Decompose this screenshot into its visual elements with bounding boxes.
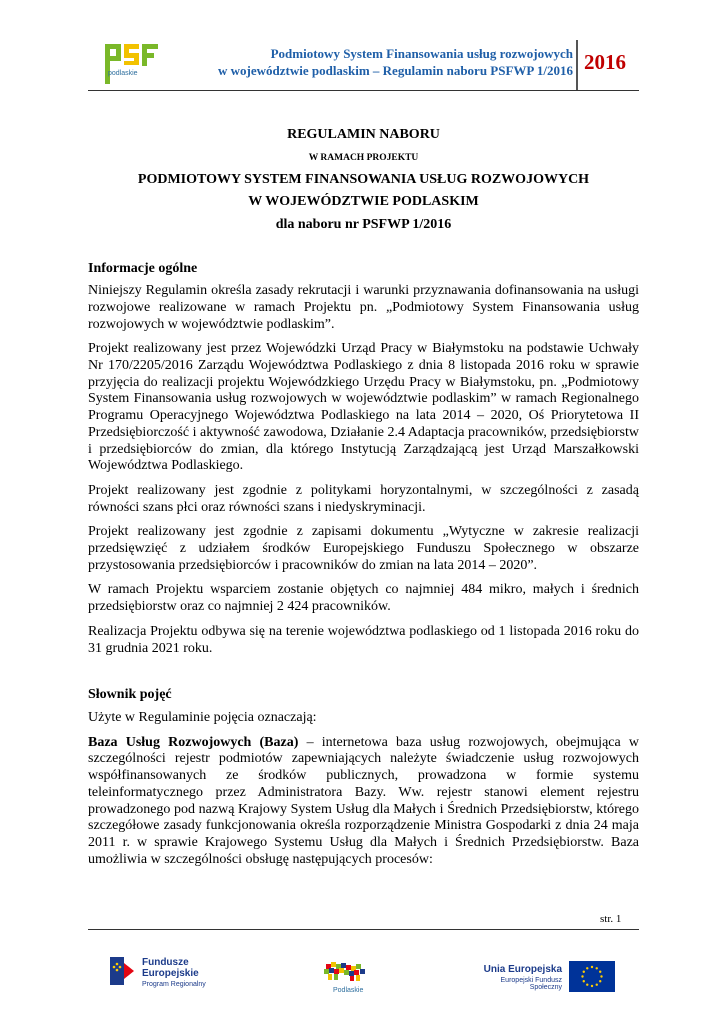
fe-line-3: Program Regionalny bbox=[142, 981, 206, 988]
paragraph: Projekt realizowany jest zgodnie z politykami horyzontalnymi, w szczególności z zasadą równości szans płci oraz równości szans i niedyskryminacji. bbox=[88, 482, 639, 515]
header-divider bbox=[576, 40, 578, 90]
page-number: str. 1 bbox=[600, 913, 622, 925]
eu-star-icon bbox=[596, 967, 598, 969]
document-title bbox=[88, 127, 639, 234]
paragraph: W ramach Projektu wsparciem zostanie objętych co najmniej 484 mikro, małych i średnich przedsiębiorstw oraz co najmniej 2 424 pracowników. bbox=[88, 582, 639, 615]
podlaskie-bison-logo bbox=[320, 960, 370, 988]
eu-star-icon bbox=[591, 985, 593, 987]
eu-star-icon bbox=[583, 971, 585, 973]
eu-star-icon bbox=[586, 984, 588, 986]
eu-star-icon bbox=[581, 975, 583, 977]
paragraph: Projekt realizowany jest przez Wojewódzki Urząd Pracy w Białymstoku na podstawie Uchwały Nr 170/2205/2016 Zarządu Województwa Podlaskiego z dnia 8 listopada 2016 roku w sprawie przyjęcia do realizacji projektu Wojewódzkiego Urzędu Pracy w Białymstoku, pn. „Podmiotowy System Finansowania usług rozwojowych w województwie podlaskim” w ramach Regionalnego Programu Operacyjnego Województwa Podlaskiego na lata 2014 – 2020, Oś Priorytetowa II Przedsiębiorczość i aktywność zawodowa, Działanie 2.4 Adaptacja pracowników, przedsiębiorstw i przedsiębiorców do zmian, dla którego Instytucją Zarządzającą jest Urząd Marszałkowski Województwa Podlaskiego. bbox=[88, 341, 639, 474]
eu-star-icon bbox=[596, 984, 598, 986]
header-rule bbox=[88, 90, 639, 91]
eu-star-icon bbox=[599, 971, 601, 973]
section-general-info bbox=[88, 261, 639, 658]
glossary-term: Baza Usług Rozwojowych (Baza) bbox=[88, 734, 299, 750]
eu-star-icon bbox=[600, 975, 602, 977]
fe-line-1: Fundusze bbox=[142, 957, 189, 968]
section-glossary bbox=[88, 687, 639, 868]
paragraph: Użyte w Regulaminie pojęcia oznaczają: bbox=[88, 709, 317, 725]
eu-star-icon bbox=[591, 966, 593, 968]
header-line-1: Podmiotowy System Finansowania usług rozwojowych bbox=[270, 46, 573, 61]
section-heading: Słownik pojęć bbox=[88, 687, 172, 703]
eu-line-2: Europejski Fundusz Społeczny bbox=[500, 977, 562, 991]
title-line-1: REGULAMIN NABORU bbox=[287, 127, 440, 142]
eu-line-1: Unia Europejska bbox=[483, 964, 562, 975]
section-heading: Informacje ogólne bbox=[88, 260, 198, 276]
document-body bbox=[88, 124, 639, 876]
fundusze-europejskie-text bbox=[142, 957, 206, 990]
eu-star-icon bbox=[583, 980, 585, 982]
paragraph: Projekt realizowany jest zgodnie z zapisami dokumentu „Wytyczne w zakresie realizacji przedsięwzięć z udziałem środków Europejskiego Funduszu Społecznego w obszarze przystosowania przedsiębiorców i pracowników do zmian na lata 2014 – 2020”. bbox=[88, 524, 639, 573]
title-line-5: dla naboru nr PSFWP 1/2016 bbox=[275, 216, 452, 232]
title-line-4: W WOJEWÓDZTWIE PODLASKIM bbox=[248, 194, 479, 210]
header-year: 2016 bbox=[584, 50, 626, 74]
eu-star-icon bbox=[586, 967, 588, 969]
logo-subtitle: podlaskie bbox=[108, 70, 138, 77]
glossary-definition: – internetowa baza usług rozwojowych, obejmująca w szczególności rejestr podmiotów zapewniających należyte świadczenie usług rozwojowych współfinansowanych ze środków publicznych, prowadzona w formie systemu teleinformatycznego przez Administratora Bazy. Ww. rejestr stanowi element rejestru prowadzonego pod nazwą Krajowy System Usług dla Małych i Średnich Przedsiębiorstw, którego szczegółowe zasady funkcjonowania określa rozporządzenie Ministra Gospodarki z dnia 24 maja 2011 r. w sprawie Krajowego Systemu Usług dla Małych i Średnich Przedsiębiorstw. Baza umożliwia w szczególności obsługę następujących procesów: bbox=[88, 734, 639, 867]
title-line-2: W RAMACH PROJEKTU bbox=[308, 152, 419, 163]
fe-line-2: Europejskie bbox=[142, 968, 199, 979]
fundusze-europejskie-logo bbox=[108, 955, 138, 987]
footer-rule bbox=[88, 929, 639, 930]
paragraph: Niniejszy Regulamin określa zasady rekrutacji i warunki przyznawania dofinansowania na usługi rozwojowe realizowane w ramach Projektu pn. „Podmiotowy System Finansowania usług rozwojowych w województwie podlaskim”. bbox=[88, 283, 639, 332]
header-line-2: w województwie podlaskim – Regulamin naboru PSFWP 1/2016 bbox=[218, 63, 573, 78]
glossary-entry bbox=[88, 735, 639, 869]
eu-star-icon bbox=[599, 980, 601, 982]
page-header bbox=[88, 40, 648, 90]
header-title bbox=[158, 45, 573, 79]
title-line-3: PODMIOTOWY SYSTEM FINANSOWANIA USŁUG ROZWOJOWYCH bbox=[137, 172, 590, 188]
eu-text bbox=[470, 964, 562, 991]
eu-flag-icon bbox=[569, 961, 615, 992]
podlaskie-text: Podlaskie bbox=[333, 987, 364, 994]
psf-logo bbox=[104, 42, 160, 86]
paragraph: Realizacja Projektu odbywa się na terenie województwa podlaskiego od 1 listopada 2016 roku do 31 grudnia 2021 roku. bbox=[88, 623, 639, 656]
